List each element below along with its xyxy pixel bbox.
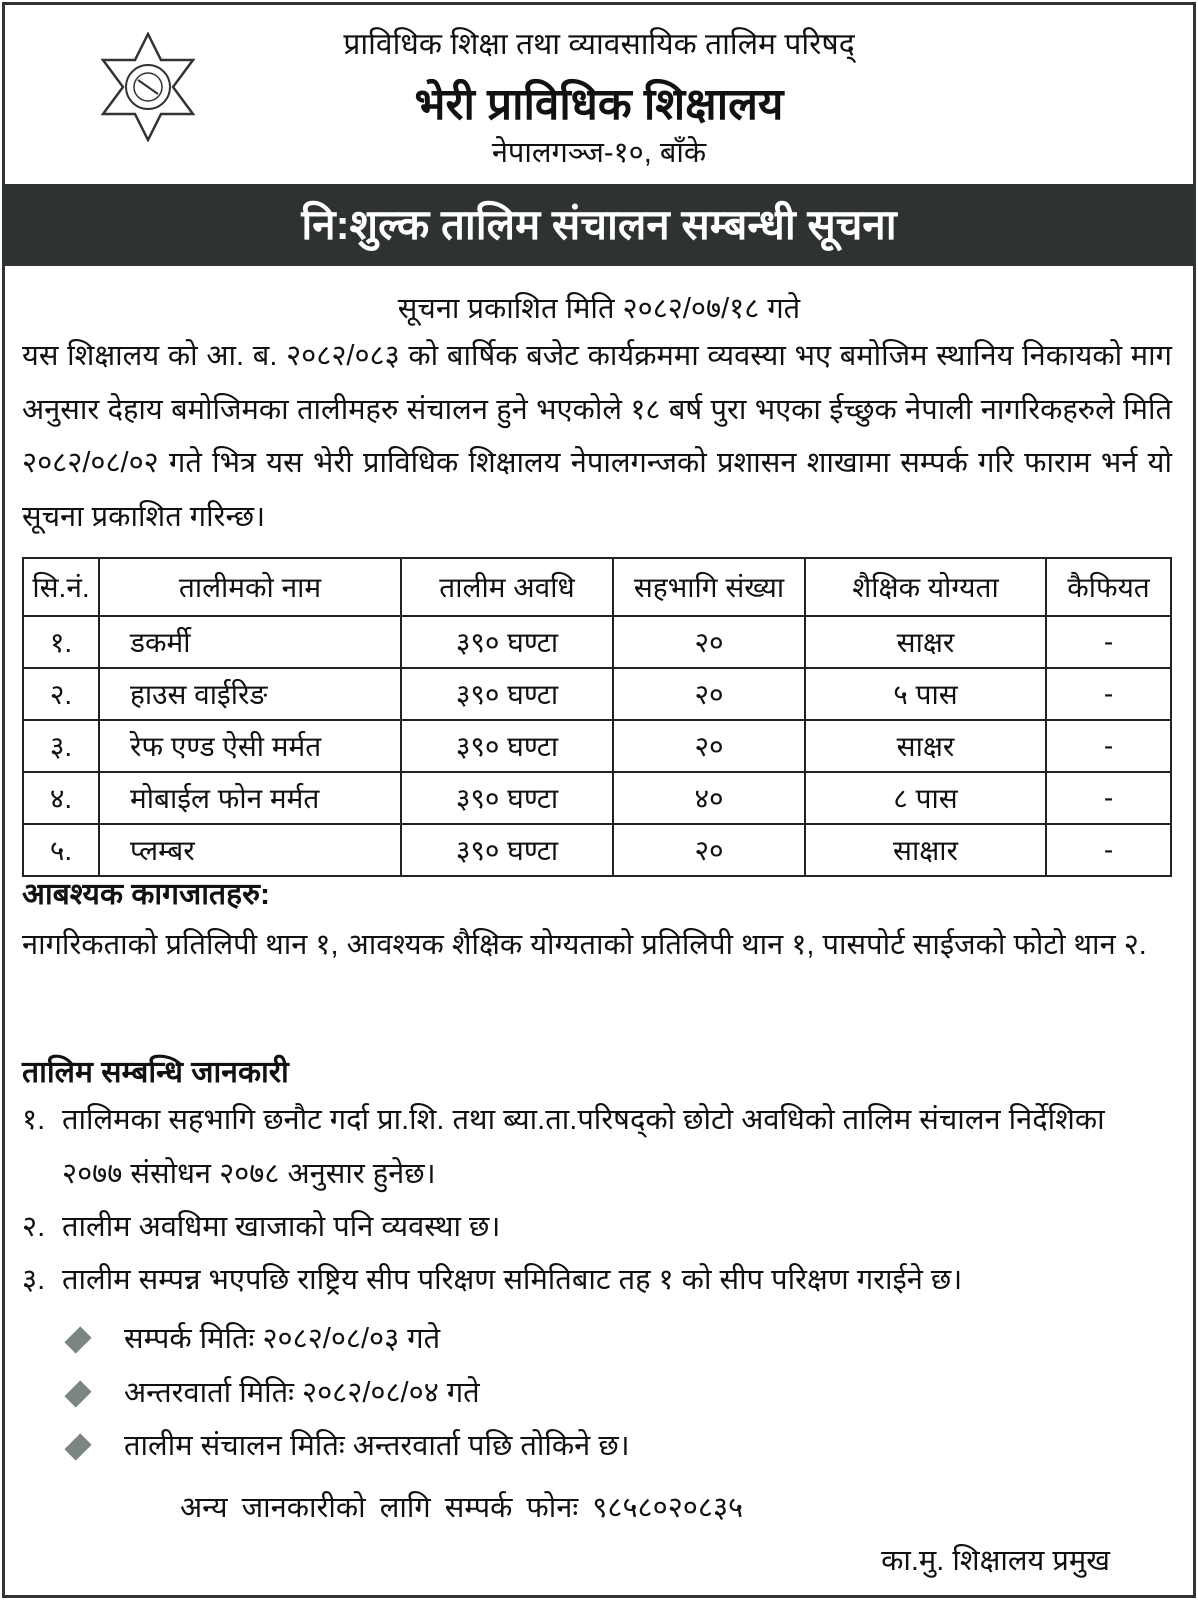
table-cell: २. <box>23 668 99 720</box>
info-item: १. तालिमका सहभागि छनौट गर्दा प्रा.शि. तथा ब्या.ता.परिषद्को छोटो अवधिको तालिम संचालन निर्देशिका <box>22 1104 1105 1136</box>
table-cell: हाउस वाईरिङ <box>99 668 401 720</box>
documents-heading: आबश्यक कागजातहरु: <box>22 878 271 911</box>
table-cell: - <box>1046 668 1171 720</box>
table-cell: १. <box>23 616 99 668</box>
table-cell: - <box>1046 824 1171 876</box>
table-cell: ४० <box>613 772 805 824</box>
signatory: का.मु. शिक्षालय प्रमुख <box>881 1545 1110 1577</box>
table-cell: ३. <box>23 720 99 772</box>
table-cell: ८ पास <box>805 772 1046 824</box>
table-cell: ३९० घण्टा <box>401 772 613 824</box>
notice-body: यस शिक्षालय को आ. ब. २०८२/०८३ को बार्षिक बजेट कार्यक्रममा व्यवस्या भए बमोजिम स्थानिय निकायको माग अनुसार देहाय बमोजिमका तालीमहरु संचालन हुने भएकोले १८ बर्ष पुरा भएका ईच्छुक नेपाली नागरिकहरुले मिति २०८२/०८/०२ गते भित्र यस भेरी प्राविधिक शिक्षालय नेपालगन्जको प्रशासन शाखामा सम्पर्क गरि फाराम भर्न यो सूचना प्रकाशित गरिन्छ। <box>22 340 1172 533</box>
col-header: शैक्षिक योग्यता <box>805 558 1046 616</box>
col-header: तालीम अवधि <box>401 558 613 616</box>
table-cell: ५ पास <box>805 668 1046 720</box>
table-cell: साक्षर <box>805 720 1046 772</box>
table-cell: - <box>1046 772 1171 824</box>
table-cell: मोबाईल फोन मर्मत <box>99 772 401 824</box>
documents-text: नागरिकताको प्रतिलिपी थान १, आवश्यक शैक्षिक योग्यताको प्रतिलिपी थान १, पासपोर्ट साईजको फोटो थान २. <box>22 929 1147 961</box>
table-header-row <box>23 558 1171 616</box>
training-table <box>22 557 1172 877</box>
table-cell: ३९० घण्टा <box>401 720 613 772</box>
col-header: तालीमको नाम <box>99 558 401 616</box>
table-cell: - <box>1046 616 1171 668</box>
bullet-interview-date: अन्तरवार्ता मितिः २०८२/०८/०४ गते <box>70 1372 480 1411</box>
info-item-cont: २०७७ संसोधन २०७८ अनुसार हुनेछ। <box>62 1158 436 1190</box>
table-cell: २० <box>613 616 805 668</box>
table-row <box>23 616 1171 668</box>
council-name: प्राविधिक शिक्षा तथा व्यावसायिक तालिम परिषद् <box>343 28 855 61</box>
table-row <box>23 772 1171 824</box>
bullet-contact-date: सम्पर्क मितिः २०८२/०८/०३ गते <box>70 1318 440 1357</box>
table-cell: ५. <box>23 824 99 876</box>
table-cell: ३९० घण्टा <box>401 824 613 876</box>
info-heading: तालिम सम्बन्धि जानकारी <box>22 1056 289 1089</box>
table-cell: - <box>1046 720 1171 772</box>
table-cell: रेफ एण्ड ऐसी मर्मत <box>99 720 401 772</box>
table-cell: २० <box>613 668 805 720</box>
table-row <box>23 720 1171 772</box>
table-cell: डकर्मी <box>99 616 401 668</box>
table-cell: साक्षार <box>805 824 1046 876</box>
address: नेपालगञ्ज-१०, बाँके <box>491 137 707 169</box>
table-cell: ३९० घण्टा <box>401 668 613 720</box>
info-item: २. तालीम अवधिमा खाजाको पनि व्यवस्था छ। <box>22 1211 501 1243</box>
table-cell: ३९० घण्टा <box>401 616 613 668</box>
col-header: सहभागि संख्या <box>613 558 805 616</box>
table-cell: प्लम्बर <box>99 824 401 876</box>
bullet-training-date: तालीम संचालन मितिः अन्तरवार्ता पछि तोकिने छ। <box>70 1425 630 1464</box>
col-header: कैफियत <box>1046 558 1171 616</box>
table-row <box>23 668 1171 720</box>
table-cell: ४. <box>23 772 99 824</box>
table-row <box>23 824 1171 876</box>
table-cell: २० <box>613 720 805 772</box>
table-cell: २० <box>613 824 805 876</box>
contact-phone: अन्य जानकारीको लागि सम्पर्क फोनः ९८५८०२०८३५ <box>180 1492 744 1524</box>
info-item: ३. तालीम सम्पन्न भएपछि राष्ट्रिय सीप परिक्षण समितिबाट तह १ को सीप परिक्षण गराईने छ। <box>22 1264 963 1296</box>
col-header: सि.नं. <box>23 558 99 616</box>
published-date: सूचना प्रकाशित मिति २०८२/०७/१८ गते <box>397 293 801 325</box>
notice-title: नि:शुल्क तालिम संचालन सम्बन्धी सूचना <box>4 184 1194 266</box>
school-name: भेरी प्राविधिक शिक्षालय <box>414 80 784 129</box>
table-cell: साक्षर <box>805 616 1046 668</box>
